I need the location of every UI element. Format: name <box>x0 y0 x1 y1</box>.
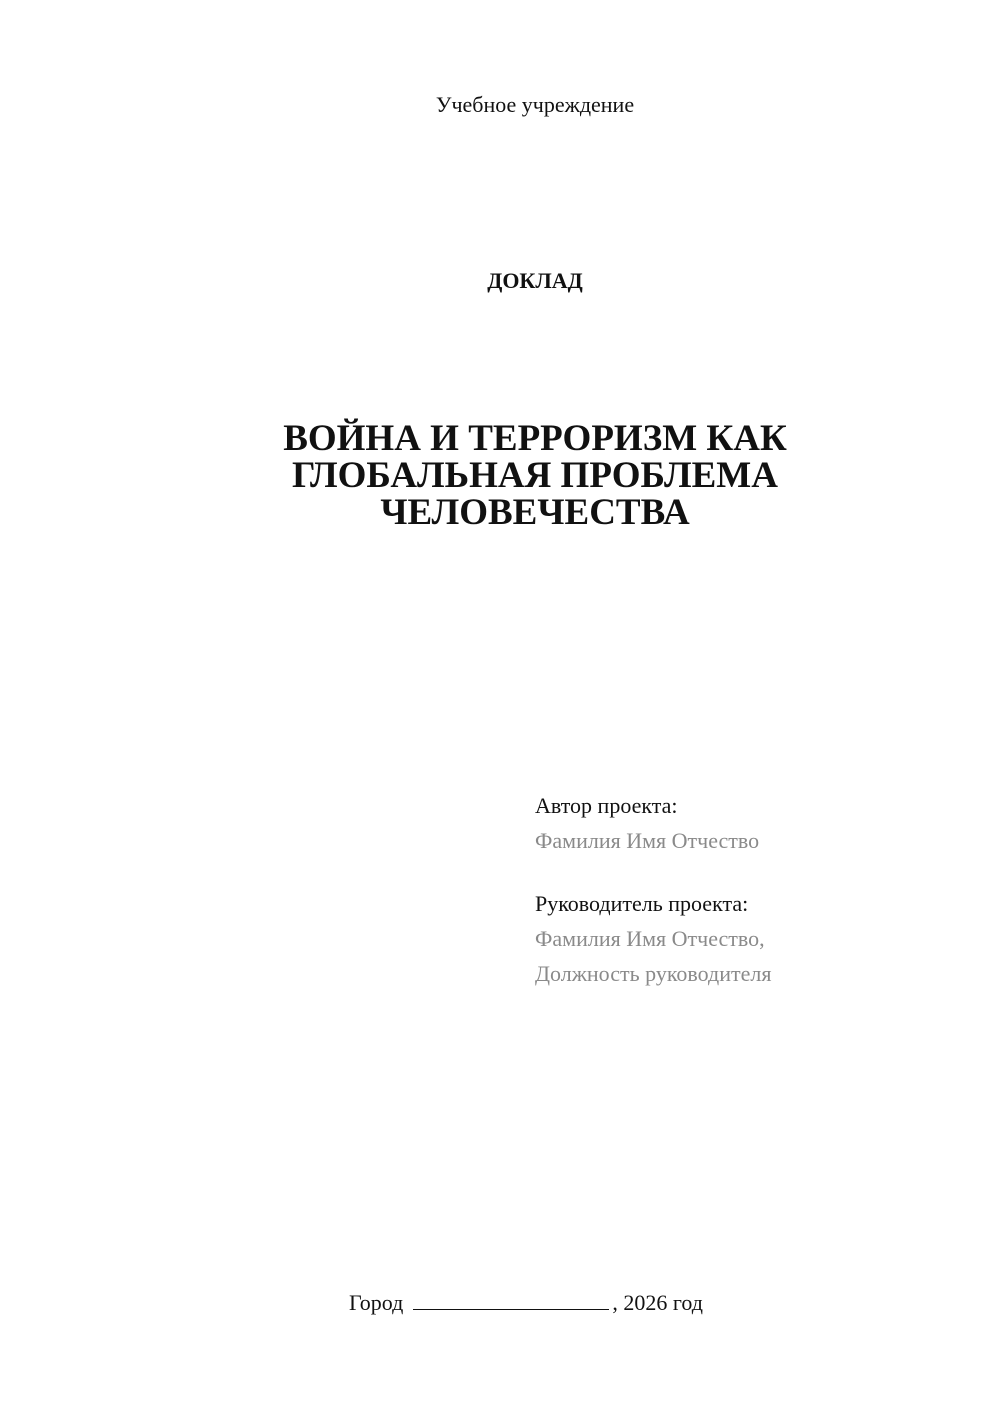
year-text: , 2026 год <box>612 1290 703 1315</box>
report-title <box>235 420 835 531</box>
city-label: Город <box>349 1290 404 1315</box>
document-type: ДОКЛАД <box>487 268 583 293</box>
report-title-line-2: ГЛОБАЛЬНАЯ ПРОБЛЕМА <box>292 455 778 496</box>
report-title-line-1: ВОЙНА И ТЕРРОРИЗМ КАК <box>283 418 787 459</box>
city-year-line <box>349 1290 703 1316</box>
project-meta <box>535 788 771 991</box>
supervisor-name: Фамилия Имя Отчество, <box>535 926 765 951</box>
author-name: Фамилия Имя Отчество <box>535 828 760 853</box>
supervisor-label: Руководитель проекта: <box>535 891 749 916</box>
meta-spacer <box>535 858 771 886</box>
author-label: Автор проекта: <box>535 793 678 818</box>
report-title-line-3: ЧЕЛОВЕЧЕСТВА <box>380 492 690 533</box>
institution-name: Учебное учреждение <box>435 92 635 117</box>
supervisor-position: Должность руководителя <box>535 961 772 986</box>
city-blank-line <box>413 1291 609 1310</box>
